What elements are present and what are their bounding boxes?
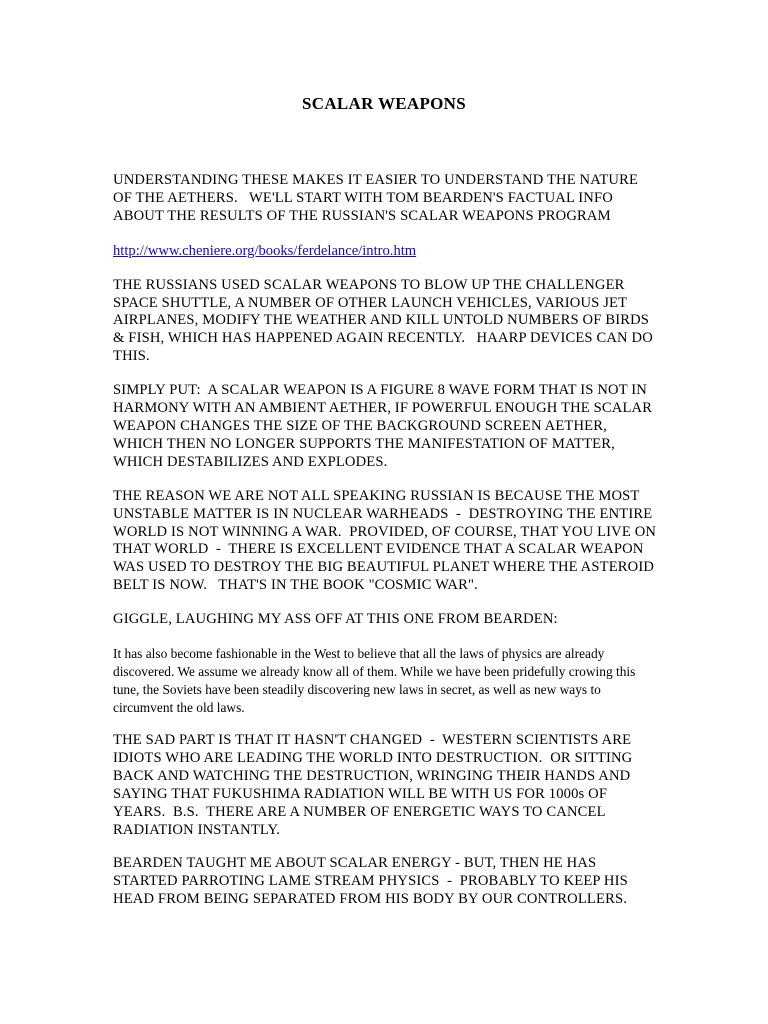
- paragraph-reason: THE REASON WE ARE NOT ALL SPEAKING RUSSIAN IS BECAUSE THE MOST UNSTABLE MATTER IS IN NUCLEAR WARHEADS - DESTROYING THE ENTIRE WORLD IS NOT WINNING A WAR. PROVIDED, OF COURSE, THAT YOU LIVE ON THAT WORLD - THERE IS EXCELLENT EVIDENCE THAT A SCALAR WEAPON WAS USED TO DESTROY THE BIG BEAUTIFUL PLANET WHERE THE ASTEROID BELT IS NOW. THAT'S IN THE BOOK "COSMIC WAR".: [113, 487, 660, 594]
- paragraph-russians: THE RUSSIANS USED SCALAR WEAPONS TO BLOW UP THE CHALLENGER SPACE SHUTTLE, A NUMBER OF OTHER LAUNCH VEHICLES, VARIOUS JET AIRPLANES, MODIFY THE WEATHER AND KILL UNTOLD NUMBERS OF BIRDS & FISH, WHICH HAS HAPPENED AGAIN RECENTLY. HAARP DEVICES CAN DO THIS.: [113, 276, 657, 365]
- page-title: SCALAR WEAPONS: [302, 94, 466, 113]
- paragraph-intro: UNDERSTANDING THESE MAKES IT EASIER TO UNDERSTAND THE NATURE OF THE AETHERS. WE'LL START WITH TOM BEARDEN'S FACTUAL INFO ABOUT THE RESULTS OF THE RUSSIAN'S SCALAR WEAPONS PROGRAM: [113, 172, 642, 224]
- link-container: [113, 242, 658, 261]
- paragraph-giggle: GIGGLE, LAUGHING MY ASS OFF AT THIS ONE FROM BEARDEN:: [113, 611, 558, 628]
- paragraph-bearden-taught: BEARDEN TAUGHT ME ABOUT SCALAR ENERGY - BUT, THEN HE HAS STARTED PARROTING LAME STREAM PHYSICS - PROBABLY TO KEEP HIS HEAD FROM BEING SEPARATED FROM HIS BODY BY OUR CONTROLLERS.: [113, 855, 632, 908]
- cheniere-link[interactable]: http://www.cheniere.org/books/ferdelance/intro.htm: [113, 242, 417, 259]
- document-body: [113, 172, 658, 925]
- paragraph-sad-part: THE SAD PART IS THAT IT HASN'T CHANGED - WESTERN SCIENTISTS ARE IDIOTS WHO ARE LEADING THE WORLD INTO DESTRUCTION. OR SITTING BACK AND WATCHING THE DESTRUCTION, WRINGING THEIR HANDS AND SAYING THAT FUKUSHIMA RADIATION WILL BE WITH US FOR 1000s OF YEARS. B.S. THERE ARE A NUMBER OF ENERGETIC WAYS TO CANCEL RADIATION INSTANTLY.: [113, 732, 637, 838]
- paragraph-simply-put: SIMPLY PUT: A SCALAR WEAPON IS A FIGURE 8 WAVE FORM THAT IS NOT IN HARMONY WITH AN AMBIENT AETHER, IF POWERFUL ENOUGH THE SCALAR WEAPON CHANGES THE SIZE OF THE BACKGROUND SCREEN AETHER, WHICH THEN NO LONGER SUPPORTS THE MANIFESTATION OF MATTER, WHICH DESTABILIZES AND EXPLODES.: [113, 382, 656, 470]
- bearden-quote: It has also become fashionable in the West to believe that all the laws of physics are already discovered. We assume we already know all of them. While we have been pridefully crowing this tune, the Soviets have been steadily discovering new laws in secret, as well as new ways to circumvent the old laws.: [113, 646, 636, 716]
